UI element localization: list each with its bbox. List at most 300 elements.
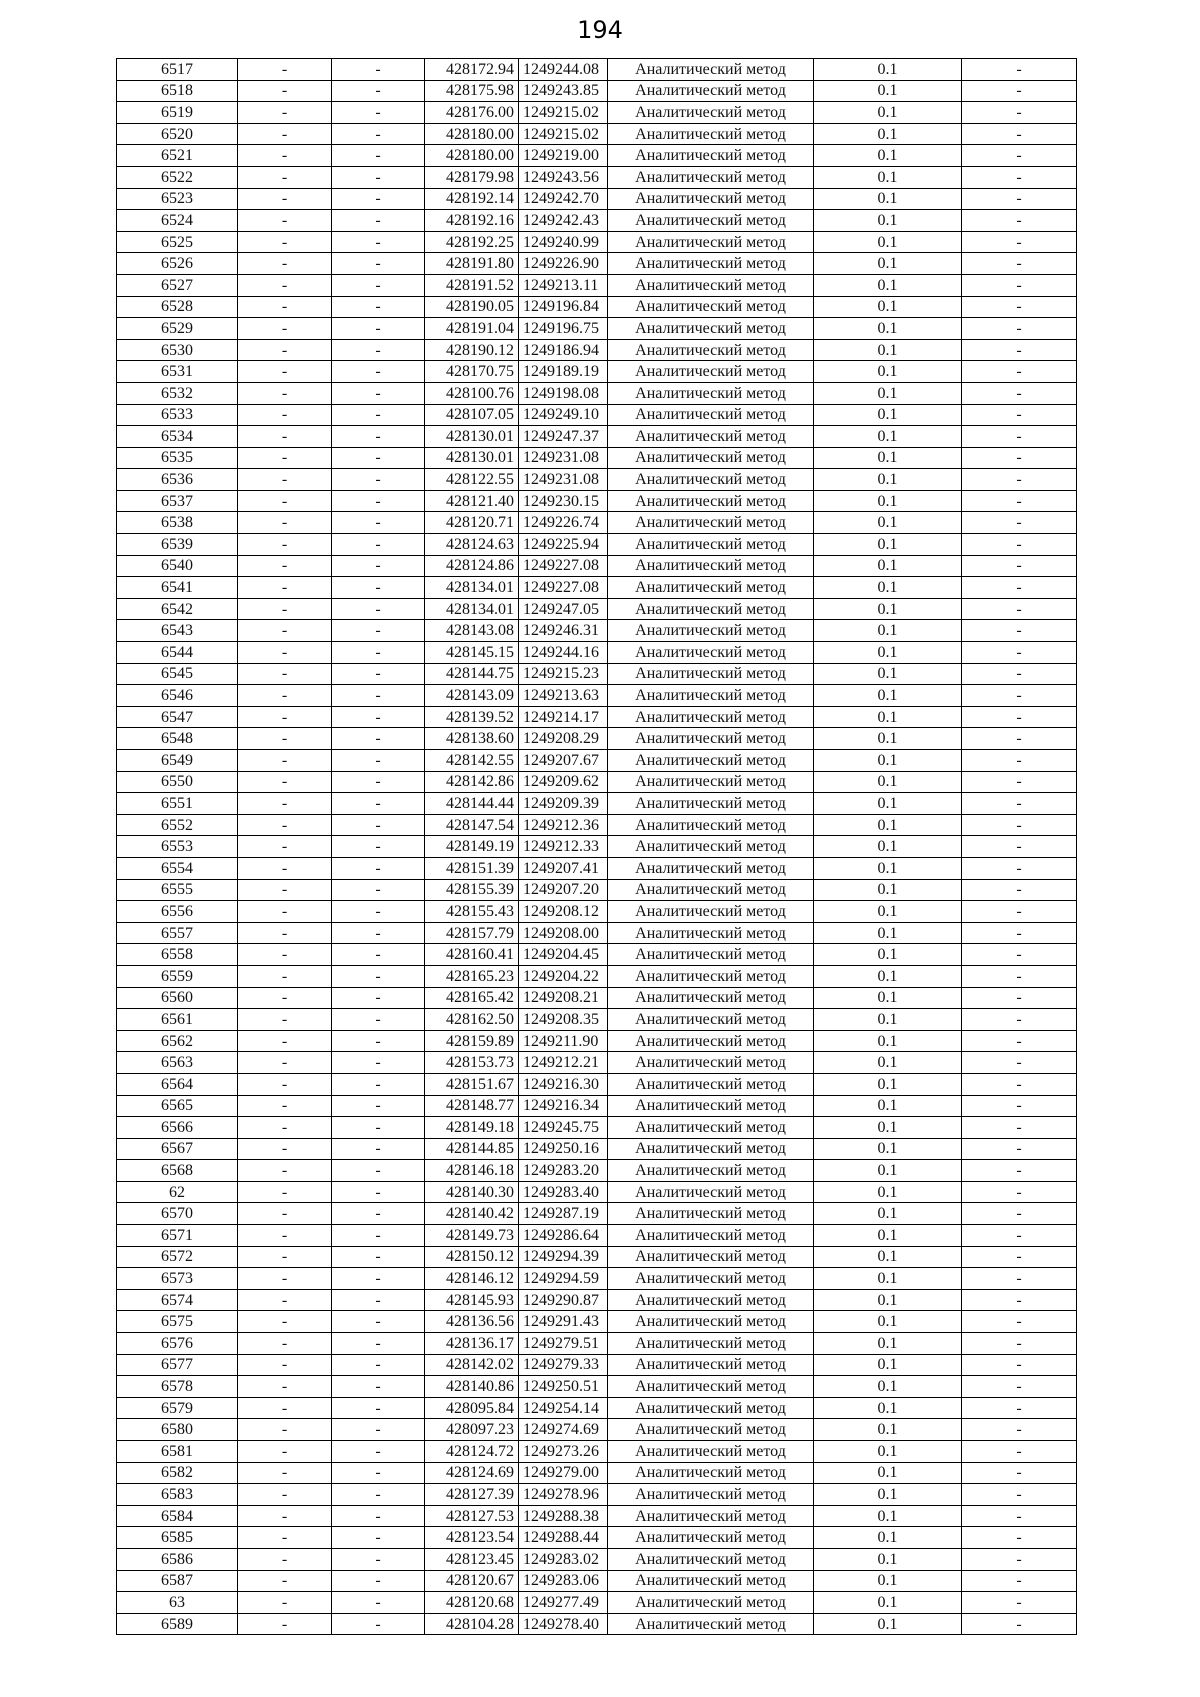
description-cell: - xyxy=(962,512,1077,534)
accuracy-cell: 0.1 xyxy=(814,404,962,426)
description-cell: - xyxy=(962,1484,1077,1506)
method-cell: Аналитический метод xyxy=(608,1138,814,1160)
empty-x-cell: - xyxy=(238,1333,332,1355)
y-coordinate-cell: 1249215.02 xyxy=(519,102,608,124)
method-cell: Аналитический метод xyxy=(608,166,814,188)
point-number-cell: 6580 xyxy=(117,1419,238,1441)
empty-y-cell: - xyxy=(332,382,425,404)
accuracy-cell: 0.1 xyxy=(814,1527,962,1549)
accuracy-cell: 0.1 xyxy=(814,793,962,815)
table-row xyxy=(117,1419,1077,1441)
empty-y-cell: - xyxy=(332,1462,425,1484)
description-cell: - xyxy=(962,469,1077,491)
empty-y-cell: - xyxy=(332,318,425,340)
method-cell: Аналитический метод xyxy=(608,965,814,987)
x-coordinate-cell: 428192.25 xyxy=(425,231,519,253)
method-cell: Аналитический метод xyxy=(608,1419,814,1441)
accuracy-cell: 0.1 xyxy=(814,879,962,901)
empty-x-cell: - xyxy=(238,1160,332,1182)
x-coordinate-cell: 428190.05 xyxy=(425,296,519,318)
table-row xyxy=(117,1073,1077,1095)
x-coordinate-cell: 428155.39 xyxy=(425,879,519,901)
x-coordinate-cell: 428124.63 xyxy=(425,534,519,556)
table-row xyxy=(117,879,1077,901)
accuracy-cell: 0.1 xyxy=(814,1484,962,1506)
point-number-cell: 6560 xyxy=(117,987,238,1009)
x-coordinate-cell: 428151.67 xyxy=(425,1073,519,1095)
point-number-cell: 6579 xyxy=(117,1397,238,1419)
point-number-cell: 6534 xyxy=(117,426,238,448)
empty-x-cell: - xyxy=(238,490,332,512)
empty-x-cell: - xyxy=(238,620,332,642)
point-number-cell: 6576 xyxy=(117,1333,238,1355)
empty-x-cell: - xyxy=(238,706,332,728)
accuracy-cell: 0.1 xyxy=(814,426,962,448)
point-number-cell: 62 xyxy=(117,1181,238,1203)
empty-x-cell: - xyxy=(238,469,332,491)
accuracy-cell: 0.1 xyxy=(814,382,962,404)
accuracy-cell: 0.1 xyxy=(814,1095,962,1117)
y-coordinate-cell: 1249231.08 xyxy=(519,469,608,491)
empty-x-cell: - xyxy=(238,771,332,793)
table-row xyxy=(117,59,1077,81)
accuracy-cell: 0.1 xyxy=(814,210,962,232)
accuracy-cell: 0.1 xyxy=(814,728,962,750)
y-coordinate-cell: 1249283.40 xyxy=(519,1181,608,1203)
empty-y-cell: - xyxy=(332,771,425,793)
x-coordinate-cell: 428160.41 xyxy=(425,944,519,966)
empty-y-cell: - xyxy=(332,663,425,685)
empty-x-cell: - xyxy=(238,1138,332,1160)
method-cell: Аналитический метод xyxy=(608,1203,814,1225)
x-coordinate-cell: 428191.52 xyxy=(425,274,519,296)
table-row xyxy=(117,1527,1077,1549)
table-row xyxy=(117,836,1077,858)
y-coordinate-cell: 1249274.69 xyxy=(519,1419,608,1441)
empty-y-cell: - xyxy=(332,1030,425,1052)
point-number-cell: 6526 xyxy=(117,253,238,275)
description-cell: - xyxy=(962,253,1077,275)
description-cell: - xyxy=(962,188,1077,210)
empty-x-cell: - xyxy=(238,274,332,296)
description-cell: - xyxy=(962,1052,1077,1074)
description-cell: - xyxy=(962,1462,1077,1484)
x-coordinate-cell: 428138.60 xyxy=(425,728,519,750)
empty-y-cell: - xyxy=(332,1613,425,1635)
accuracy-cell: 0.1 xyxy=(814,1030,962,1052)
empty-y-cell: - xyxy=(332,814,425,836)
x-coordinate-cell: 428153.73 xyxy=(425,1052,519,1074)
method-cell: Аналитический метод xyxy=(608,382,814,404)
table-row xyxy=(117,296,1077,318)
y-coordinate-cell: 1249294.39 xyxy=(519,1246,608,1268)
empty-y-cell: - xyxy=(332,728,425,750)
point-number-cell: 6522 xyxy=(117,166,238,188)
empty-x-cell: - xyxy=(238,210,332,232)
empty-x-cell: - xyxy=(238,1613,332,1635)
method-cell: Аналитический метод xyxy=(608,80,814,102)
accuracy-cell: 0.1 xyxy=(814,1181,962,1203)
empty-x-cell: - xyxy=(238,59,332,81)
table-row xyxy=(117,1138,1077,1160)
method-cell: Аналитический метод xyxy=(608,534,814,556)
point-number-cell: 6525 xyxy=(117,231,238,253)
accuracy-cell: 0.1 xyxy=(814,1462,962,1484)
x-coordinate-cell: 428175.98 xyxy=(425,80,519,102)
x-coordinate-cell: 428149.73 xyxy=(425,1225,519,1247)
empty-y-cell: - xyxy=(332,1592,425,1614)
method-cell: Аналитический метод xyxy=(608,102,814,124)
description-cell: - xyxy=(962,1225,1077,1247)
x-coordinate-cell: 428124.69 xyxy=(425,1462,519,1484)
empty-x-cell: - xyxy=(238,166,332,188)
point-number-cell: 6528 xyxy=(117,296,238,318)
point-number-cell: 6532 xyxy=(117,382,238,404)
accuracy-cell: 0.1 xyxy=(814,1397,962,1419)
accuracy-cell: 0.1 xyxy=(814,1376,962,1398)
empty-y-cell: - xyxy=(332,642,425,664)
empty-x-cell: - xyxy=(238,1203,332,1225)
accuracy-cell: 0.1 xyxy=(814,512,962,534)
accuracy-cell: 0.1 xyxy=(814,59,962,81)
y-coordinate-cell: 1249216.34 xyxy=(519,1095,608,1117)
empty-x-cell: - xyxy=(238,879,332,901)
y-coordinate-cell: 1249207.20 xyxy=(519,879,608,901)
method-cell: Аналитический метод xyxy=(608,1505,814,1527)
y-coordinate-cell: 1249226.74 xyxy=(519,512,608,534)
table-row xyxy=(117,1203,1077,1225)
empty-y-cell: - xyxy=(332,490,425,512)
empty-x-cell: - xyxy=(238,987,332,1009)
method-cell: Аналитический метод xyxy=(608,512,814,534)
point-number-cell: 6550 xyxy=(117,771,238,793)
method-cell: Аналитический метод xyxy=(608,663,814,685)
table-row xyxy=(117,1397,1077,1419)
x-coordinate-cell: 428151.39 xyxy=(425,857,519,879)
accuracy-cell: 0.1 xyxy=(814,1419,962,1441)
empty-y-cell: - xyxy=(332,1203,425,1225)
empty-y-cell: - xyxy=(332,1268,425,1290)
accuracy-cell: 0.1 xyxy=(814,469,962,491)
table-row xyxy=(117,771,1077,793)
x-coordinate-cell: 428142.86 xyxy=(425,771,519,793)
empty-x-cell: - xyxy=(238,685,332,707)
y-coordinate-cell: 1249186.94 xyxy=(519,339,608,361)
empty-y-cell: - xyxy=(332,1376,425,1398)
table-row xyxy=(117,555,1077,577)
description-cell: - xyxy=(962,922,1077,944)
description-cell: - xyxy=(962,80,1077,102)
y-coordinate-cell: 1249250.51 xyxy=(519,1376,608,1398)
empty-y-cell: - xyxy=(332,339,425,361)
description-cell: - xyxy=(962,1592,1077,1614)
method-cell: Аналитический метод xyxy=(608,231,814,253)
table-row xyxy=(117,1181,1077,1203)
point-number-cell: 6546 xyxy=(117,685,238,707)
description-cell: - xyxy=(962,1527,1077,1549)
empty-y-cell: - xyxy=(332,1527,425,1549)
table-row xyxy=(117,1592,1077,1614)
empty-x-cell: - xyxy=(238,102,332,124)
accuracy-cell: 0.1 xyxy=(814,339,962,361)
method-cell: Аналитический метод xyxy=(608,1311,814,1333)
y-coordinate-cell: 1249245.75 xyxy=(519,1117,608,1139)
empty-x-cell: - xyxy=(238,1181,332,1203)
method-cell: Аналитический метод xyxy=(608,1289,814,1311)
method-cell: Аналитический метод xyxy=(608,1095,814,1117)
empty-y-cell: - xyxy=(332,879,425,901)
point-number-cell: 6585 xyxy=(117,1527,238,1549)
point-number-cell: 6582 xyxy=(117,1462,238,1484)
y-coordinate-cell: 1249212.21 xyxy=(519,1052,608,1074)
x-coordinate-cell: 428179.98 xyxy=(425,166,519,188)
method-cell: Аналитический метод xyxy=(608,1181,814,1203)
method-cell: Аналитический метод xyxy=(608,1030,814,1052)
empty-x-cell: - xyxy=(238,231,332,253)
y-coordinate-cell: 1249240.99 xyxy=(519,231,608,253)
table-row xyxy=(117,1030,1077,1052)
description-cell: - xyxy=(962,1009,1077,1031)
y-coordinate-cell: 1249209.39 xyxy=(519,793,608,815)
y-coordinate-cell: 1249231.08 xyxy=(519,447,608,469)
point-number-cell: 6529 xyxy=(117,318,238,340)
method-cell: Аналитический метод xyxy=(608,793,814,815)
description-cell: - xyxy=(962,1073,1077,1095)
x-coordinate-cell: 428134.01 xyxy=(425,577,519,599)
method-cell: Аналитический метод xyxy=(608,1225,814,1247)
x-coordinate-cell: 428142.02 xyxy=(425,1354,519,1376)
method-cell: Аналитический метод xyxy=(608,879,814,901)
table-row xyxy=(117,490,1077,512)
empty-x-cell: - xyxy=(238,426,332,448)
x-coordinate-cell: 428143.08 xyxy=(425,620,519,642)
empty-y-cell: - xyxy=(332,965,425,987)
empty-x-cell: - xyxy=(238,382,332,404)
accuracy-cell: 0.1 xyxy=(814,447,962,469)
empty-x-cell: - xyxy=(238,1311,332,1333)
empty-x-cell: - xyxy=(238,642,332,664)
y-coordinate-cell: 1249279.00 xyxy=(519,1462,608,1484)
y-coordinate-cell: 1249227.08 xyxy=(519,555,608,577)
description-cell: - xyxy=(962,1203,1077,1225)
method-cell: Аналитический метод xyxy=(608,59,814,81)
method-cell: Аналитический метод xyxy=(608,771,814,793)
y-coordinate-cell: 1249291.43 xyxy=(519,1311,608,1333)
empty-x-cell: - xyxy=(238,1419,332,1441)
point-number-cell: 6537 xyxy=(117,490,238,512)
empty-y-cell: - xyxy=(332,1073,425,1095)
accuracy-cell: 0.1 xyxy=(814,1505,962,1527)
x-coordinate-cell: 428150.12 xyxy=(425,1246,519,1268)
table-row xyxy=(117,361,1077,383)
method-cell: Аналитический метод xyxy=(608,490,814,512)
description-cell: - xyxy=(962,1613,1077,1635)
empty-y-cell: - xyxy=(332,274,425,296)
description-cell: - xyxy=(962,944,1077,966)
x-coordinate-cell: 428191.04 xyxy=(425,318,519,340)
empty-y-cell: - xyxy=(332,188,425,210)
accuracy-cell: 0.1 xyxy=(814,318,962,340)
point-number-cell: 6545 xyxy=(117,663,238,685)
x-coordinate-cell: 428144.44 xyxy=(425,793,519,815)
method-cell: Аналитический метод xyxy=(608,706,814,728)
empty-x-cell: - xyxy=(238,1397,332,1419)
x-coordinate-cell: 428139.52 xyxy=(425,706,519,728)
method-cell: Аналитический метод xyxy=(608,922,814,944)
table-row xyxy=(117,274,1077,296)
accuracy-cell: 0.1 xyxy=(814,123,962,145)
empty-x-cell: - xyxy=(238,1073,332,1095)
point-number-cell: 6561 xyxy=(117,1009,238,1031)
empty-y-cell: - xyxy=(332,922,425,944)
empty-y-cell: - xyxy=(332,534,425,556)
table-row xyxy=(117,922,1077,944)
table-row xyxy=(117,382,1077,404)
y-coordinate-cell: 1249213.63 xyxy=(519,685,608,707)
table-row xyxy=(117,339,1077,361)
point-number-cell: 6556 xyxy=(117,901,238,923)
point-number-cell: 6587 xyxy=(117,1570,238,1592)
y-coordinate-cell: 1249213.11 xyxy=(519,274,608,296)
point-number-cell: 6581 xyxy=(117,1441,238,1463)
table-row xyxy=(117,404,1077,426)
empty-y-cell: - xyxy=(332,1570,425,1592)
empty-x-cell: - xyxy=(238,512,332,534)
y-coordinate-cell: 1249246.31 xyxy=(519,620,608,642)
x-coordinate-cell: 428148.77 xyxy=(425,1095,519,1117)
empty-x-cell: - xyxy=(238,1570,332,1592)
x-coordinate-cell: 428124.72 xyxy=(425,1441,519,1463)
method-cell: Аналитический метод xyxy=(608,1613,814,1635)
table-row xyxy=(117,1462,1077,1484)
x-coordinate-cell: 428120.67 xyxy=(425,1570,519,1592)
method-cell: Аналитический метод xyxy=(608,426,814,448)
description-cell: - xyxy=(962,620,1077,642)
empty-y-cell: - xyxy=(332,231,425,253)
empty-x-cell: - xyxy=(238,1095,332,1117)
table-row xyxy=(117,1484,1077,1506)
method-cell: Аналитический метод xyxy=(608,210,814,232)
table-row xyxy=(117,253,1077,275)
y-coordinate-cell: 1249279.51 xyxy=(519,1333,608,1355)
description-cell: - xyxy=(962,1268,1077,1290)
x-coordinate-cell: 428191.80 xyxy=(425,253,519,275)
empty-x-cell: - xyxy=(238,447,332,469)
empty-x-cell: - xyxy=(238,965,332,987)
point-number-cell: 6557 xyxy=(117,922,238,944)
description-cell: - xyxy=(962,1354,1077,1376)
method-cell: Аналитический метод xyxy=(608,1548,814,1570)
table-row xyxy=(117,469,1077,491)
point-number-cell: 6564 xyxy=(117,1073,238,1095)
x-coordinate-cell: 428149.18 xyxy=(425,1117,519,1139)
description-cell: - xyxy=(962,555,1077,577)
y-coordinate-cell: 1249247.05 xyxy=(519,598,608,620)
point-number-cell: 6524 xyxy=(117,210,238,232)
table-row xyxy=(117,166,1077,188)
y-coordinate-cell: 1249207.67 xyxy=(519,750,608,772)
method-cell: Аналитический метод xyxy=(608,750,814,772)
y-coordinate-cell: 1249216.30 xyxy=(519,1073,608,1095)
empty-x-cell: - xyxy=(238,901,332,923)
table-row xyxy=(117,210,1077,232)
x-coordinate-cell: 428146.12 xyxy=(425,1268,519,1290)
empty-y-cell: - xyxy=(332,1052,425,1074)
empty-y-cell: - xyxy=(332,857,425,879)
x-coordinate-cell: 428170.75 xyxy=(425,361,519,383)
y-coordinate-cell: 1249208.12 xyxy=(519,901,608,923)
x-coordinate-cell: 428145.93 xyxy=(425,1289,519,1311)
empty-y-cell: - xyxy=(332,1138,425,1160)
empty-x-cell: - xyxy=(238,339,332,361)
y-coordinate-cell: 1249212.36 xyxy=(519,814,608,836)
accuracy-cell: 0.1 xyxy=(814,102,962,124)
accuracy-cell: 0.1 xyxy=(814,1441,962,1463)
description-cell: - xyxy=(962,1246,1077,1268)
method-cell: Аналитический метод xyxy=(608,1333,814,1355)
method-cell: Аналитический метод xyxy=(608,1246,814,1268)
accuracy-cell: 0.1 xyxy=(814,620,962,642)
y-coordinate-cell: 1249283.20 xyxy=(519,1160,608,1182)
y-coordinate-cell: 1249219.00 xyxy=(519,145,608,167)
accuracy-cell: 0.1 xyxy=(814,1117,962,1139)
empty-y-cell: - xyxy=(332,836,425,858)
empty-y-cell: - xyxy=(332,469,425,491)
description-cell: - xyxy=(962,1397,1077,1419)
y-coordinate-cell: 1249211.90 xyxy=(519,1030,608,1052)
method-cell: Аналитический метод xyxy=(608,555,814,577)
method-cell: Аналитический метод xyxy=(608,685,814,707)
empty-y-cell: - xyxy=(332,598,425,620)
point-number-cell: 6589 xyxy=(117,1613,238,1635)
table-row xyxy=(117,620,1077,642)
empty-y-cell: - xyxy=(332,706,425,728)
accuracy-cell: 0.1 xyxy=(814,1570,962,1592)
method-cell: Аналитический метод xyxy=(608,1592,814,1614)
table-row xyxy=(117,728,1077,750)
y-coordinate-cell: 1249189.19 xyxy=(519,361,608,383)
method-cell: Аналитический метод xyxy=(608,339,814,361)
x-coordinate-cell: 428165.23 xyxy=(425,965,519,987)
description-cell: - xyxy=(962,750,1077,772)
table-row xyxy=(117,750,1077,772)
point-number-cell: 6559 xyxy=(117,965,238,987)
x-coordinate-cell: 428123.54 xyxy=(425,1527,519,1549)
x-coordinate-cell: 428159.89 xyxy=(425,1030,519,1052)
y-coordinate-cell: 1249249.10 xyxy=(519,404,608,426)
x-coordinate-cell: 428136.17 xyxy=(425,1333,519,1355)
accuracy-cell: 0.1 xyxy=(814,814,962,836)
description-cell: - xyxy=(962,1289,1077,1311)
method-cell: Аналитический метод xyxy=(608,1160,814,1182)
table-row xyxy=(117,534,1077,556)
y-coordinate-cell: 1249288.38 xyxy=(519,1505,608,1527)
y-coordinate-cell: 1249242.70 xyxy=(519,188,608,210)
accuracy-cell: 0.1 xyxy=(814,598,962,620)
empty-x-cell: - xyxy=(238,253,332,275)
point-number-cell: 6586 xyxy=(117,1548,238,1570)
x-coordinate-cell: 428097.23 xyxy=(425,1419,519,1441)
accuracy-cell: 0.1 xyxy=(814,1160,962,1182)
y-coordinate-cell: 1249214.17 xyxy=(519,706,608,728)
empty-y-cell: - xyxy=(332,1009,425,1031)
table-row xyxy=(117,944,1077,966)
empty-x-cell: - xyxy=(238,922,332,944)
description-cell: - xyxy=(962,447,1077,469)
y-coordinate-cell: 1249294.59 xyxy=(519,1268,608,1290)
description-cell: - xyxy=(962,361,1077,383)
empty-y-cell: - xyxy=(332,123,425,145)
